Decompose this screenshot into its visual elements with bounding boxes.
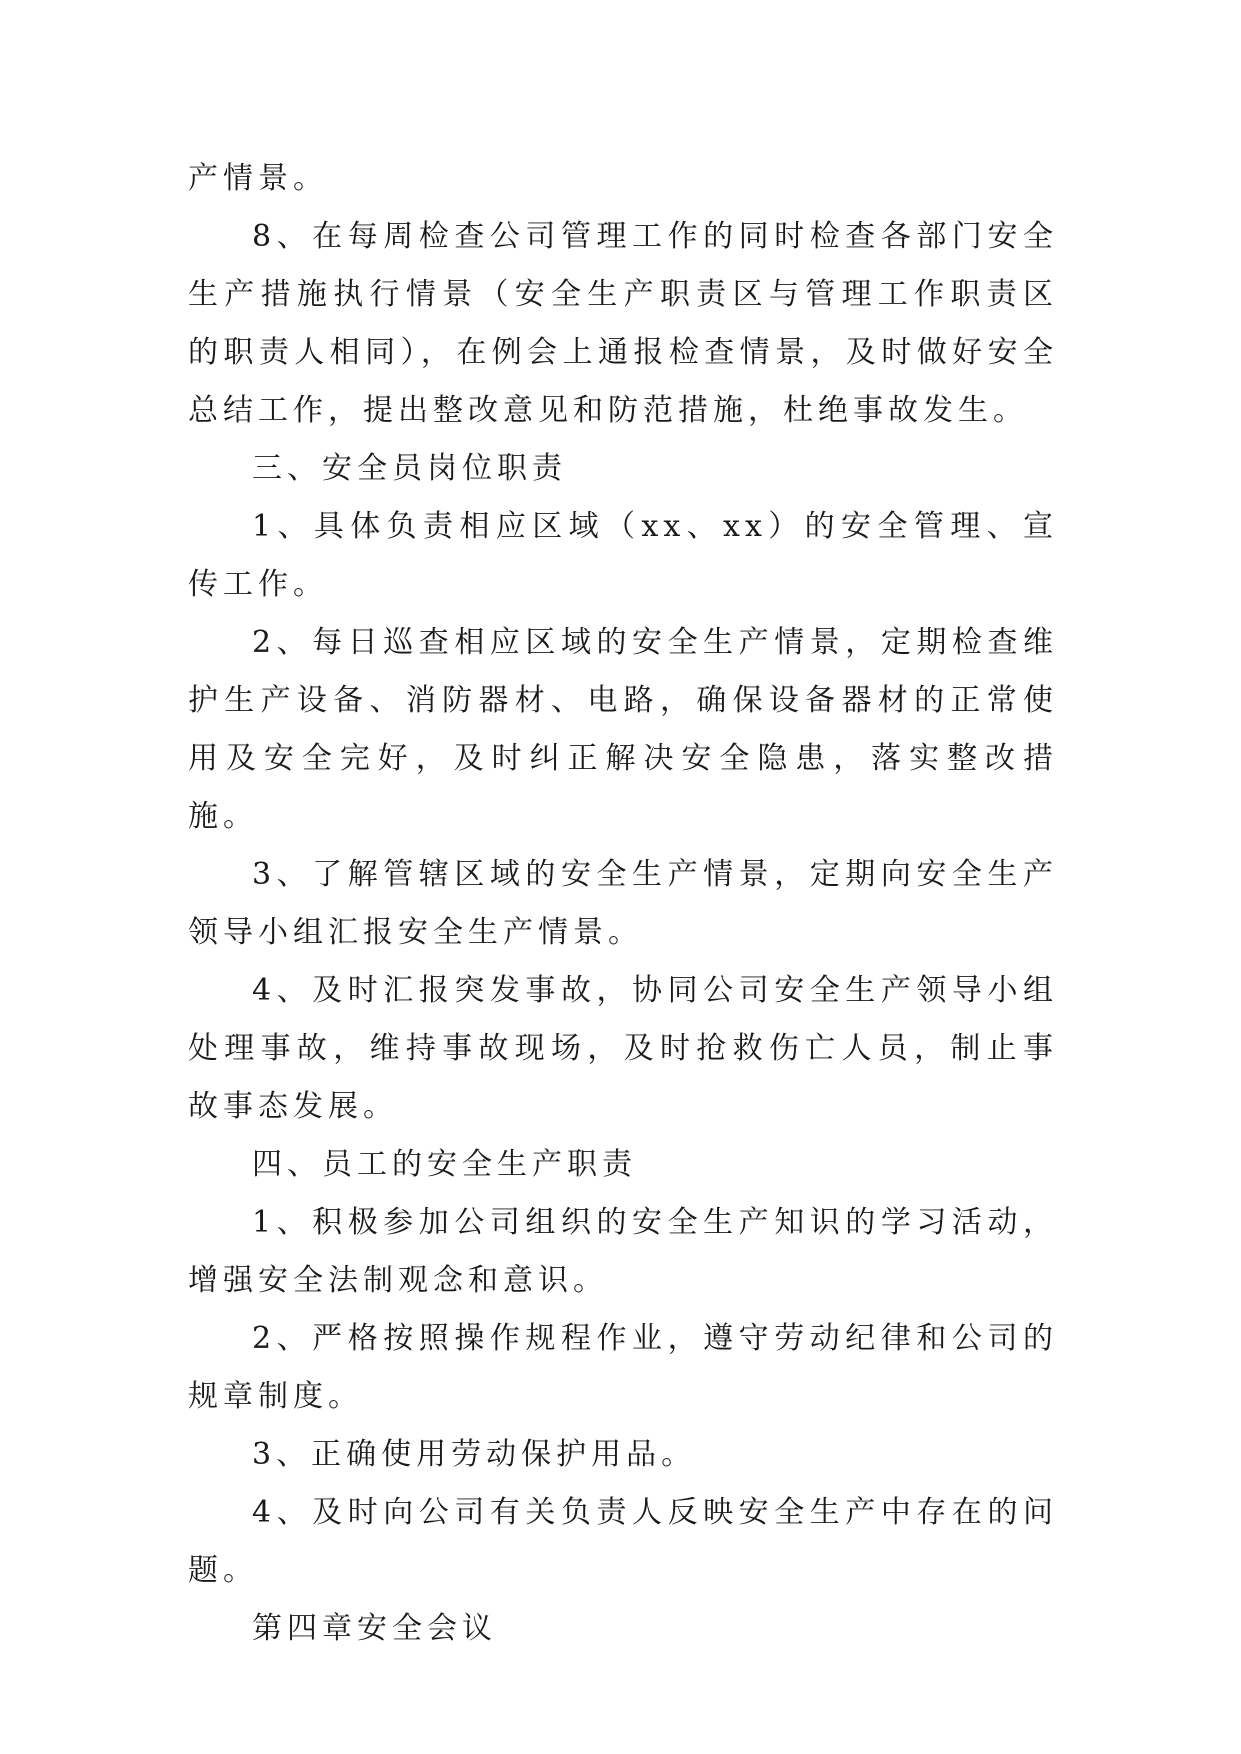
paragraph-item-3: 3、正确使用劳动保护用品。 — [252, 1437, 697, 1472]
paragraph-item-4: 4、及时汇报突发事故，协同公司安全生产领导小组处理事故，维持事故现场，及时抢救伤亡人员，制止事故事态发展。 — [188, 973, 1058, 1124]
paragraph-item-1: 1、具体负责相应区域（xx、xx）的安全管理、宣传工作。 — [188, 509, 1058, 602]
paragraph-item-2: 2、严格按照操作规程作业，遵守劳动纪律和公司的规章制度。 — [188, 1321, 1058, 1414]
paragraph-continuation: 产情景。 — [188, 161, 328, 196]
chapter-heading: 第四章安全会议 — [252, 1611, 497, 1646]
paragraph-item-1: 1、积极参加公司组织的安全生产知识的学习活动，增强安全法制观念和意识。 — [188, 1205, 1058, 1298]
section-heading-safety-officer: 三、安全员岗位职责 — [252, 451, 567, 486]
document-page — [188, 150, 1058, 1658]
section-heading-employee-duties: 四、员工的安全生产职责 — [252, 1147, 637, 1182]
paragraph-item-4: 4、及时向公司有关负责人反映安全生产中存在的问题。 — [188, 1495, 1058, 1588]
paragraph-item-8: 8、在每周检查公司管理工作的同时检查各部门安全生产措施执行情景（安全生产职责区与管理工作职责区的职责人相同），在例会上通报检查情景，及时做好安全总结工作，提出整改意见和防范措施，杜绝事故发生。 — [188, 219, 1058, 428]
paragraph-item-3: 3、了解管辖区域的安全生产情景，定期向安全生产领导小组汇报安全生产情景。 — [188, 857, 1058, 950]
paragraph-item-2: 2、每日巡查相应区域的安全生产情景，定期检查维护生产设备、消防器材、电路，确保设备器材的正常使用及安全完好，及时纠正解决安全隐患，落实整改措施。 — [188, 625, 1058, 834]
